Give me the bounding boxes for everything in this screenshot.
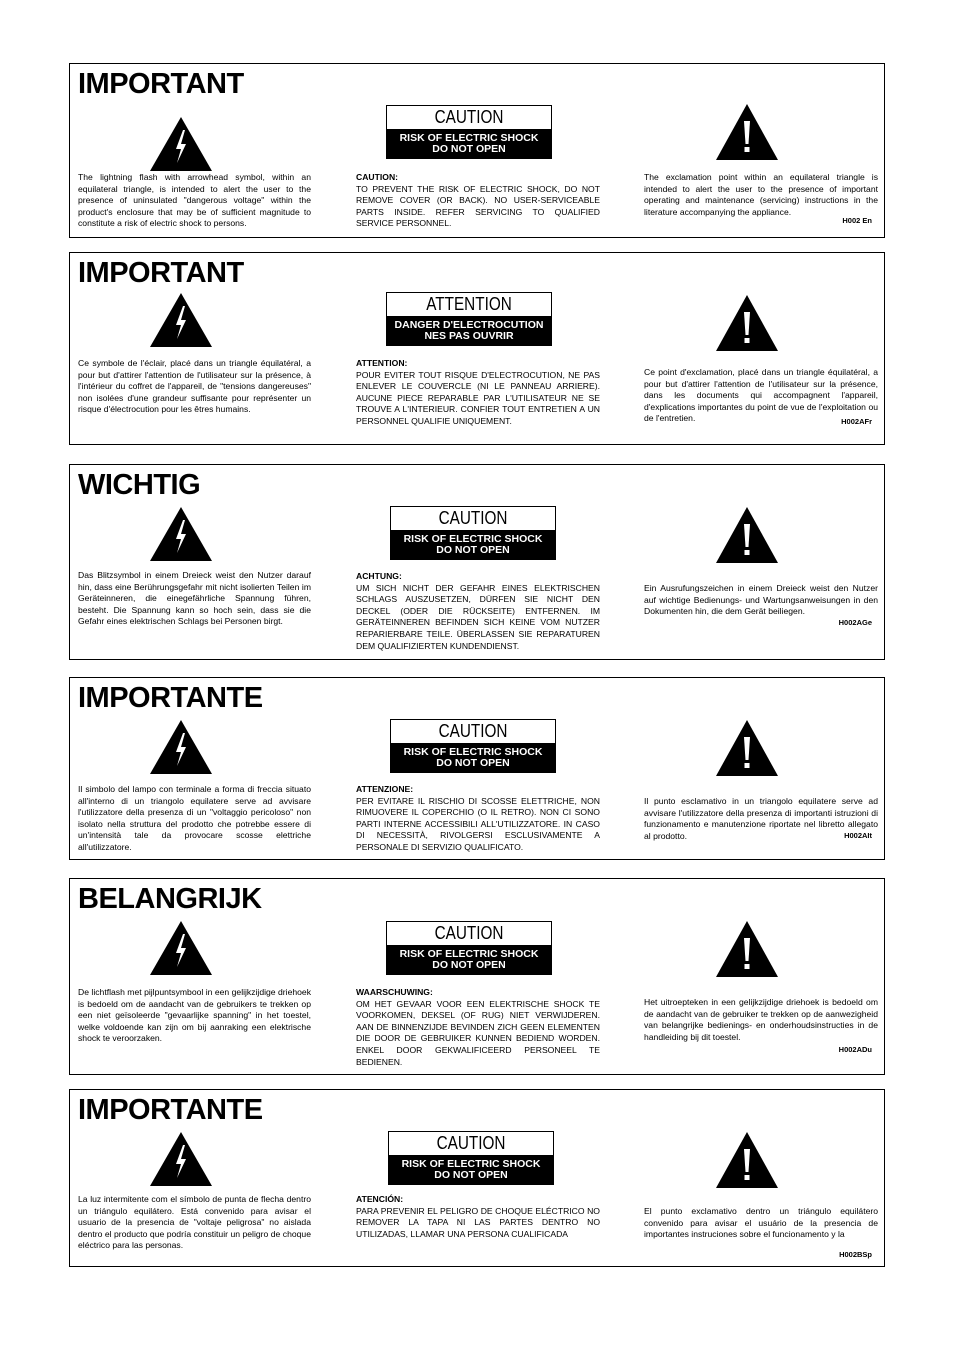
warning-panel-italian xyxy=(69,677,885,860)
middle-heading: ATTENZIONE: xyxy=(356,784,414,794)
caution-warning-strip xyxy=(387,129,551,158)
caution-title: CAUTION xyxy=(434,107,504,127)
middle-description xyxy=(356,172,600,230)
caution-line-2: DO NOT OPEN xyxy=(434,1169,508,1181)
left-description: The lightning flash with arrowhead symbol, within an equilateral triangle, is intended to alert the user to the presence of uninsulated "dangerous voltage" within the product's enclosure that may be of sufficient magnitude to constitute a risk of electric shock to persons. xyxy=(78,172,311,229)
panel-heading: IMPORTANT xyxy=(78,257,244,289)
left-description: De lichtflash met pijlpuntsymbool in een gelijkzijdige driehoek is bedoeld om de aandacht van de gebruikers te trekken op een niet geïsoleerde "gevaarlijke spanning" in het toestel, welke voldoende kan zijn om bij aanraking een elektrische shock te veroorzaken. xyxy=(78,987,311,1044)
document-code: H002BSp xyxy=(839,1250,872,1259)
caution-line-1: RISK OF ELECTRIC SHOCK xyxy=(399,948,539,960)
right-description: Ce point d'exclamation, placé dans un triangle équilatéral, a pour but d'attirer l'attention de l'utilisateur sur la présence, dans les documents qui accompagnent l'appareil, d'explications importantes du point de vue de l'exploitation ou de l'entretien. xyxy=(644,367,878,424)
right-description: Il punto esclamativo in un triangolo equilatere serve ad avvisare l'utilizzatore della presenza di importanti istruzioni di funzionamento e manutenzione riportate nel libretto allegato al prodotto. xyxy=(644,796,878,841)
caution-title: CAUTION xyxy=(438,721,508,741)
caution-warning-strip xyxy=(391,530,555,559)
right-description: Ein Ausrufungszeichen in einem Dreieck weist den Nutzer auf wichtige Bedienungs- und Wartungsanweisungen in den Dokumenten hin, die dem Gerät beiliegen. xyxy=(644,583,878,617)
middle-text: POUR EVITER TOUT RISQUE D'ELECTROCUTION, NE PAS ENLEVER LE COUVERCLE (NI LE PANNEAU ARRIERE). AUCUNE PIECE REPARABLE PAR L'UTILISATEUR NE SE TROUVE A L'INTERIEUR. CONFIER TOUT ENTRETIEN A UN PERSONNEL QUALIFIE UNIQUEMENT. xyxy=(356,369,600,426)
left-description: Il simbolo del lampo con terminale a forma di freccia situato all'interno di un triangolo equilatere serve ad avvisare l'utilizzatore della presenza di un "voltaggio pericoloso" non isolato nella struttura del prodotto che potrebbe essere di un'intensità tale da provocare scosse elettriche all'utilizzatore. xyxy=(78,784,311,852)
caution-warning-strip xyxy=(389,1155,553,1184)
caution-warning-strip xyxy=(387,945,551,974)
middle-text: TO PREVENT THE RISK OF ELECTRIC SHOCK, DO NOT REMOVE COVER (OR BACK). NO USER-SERVICEABLE PARTS INSIDE. REFER SERVICING TO QUALIFIED SERVICE PERSONNEL. xyxy=(356,183,600,229)
caution-line-1: RISK OF ELECTRIC SHOCK xyxy=(403,746,543,758)
caution-line-1: RISK OF ELECTRIC SHOCK xyxy=(403,533,543,545)
middle-text: PER EVITARE IL RISCHIO DI SCOSSE ELETTRICHE, NON RIMUOVERE IL COPERCHIO (O IL RETRO). NON CI SONO PARTI INTERNE ACCESSIBILI ALL'UTILIZZATORE. IN CASO DI NECESSITÀ, RIVOLGERSI ESCLUSIVAMENTE A PERSONALE DI SERVIZIO QUALIFICATO. xyxy=(356,795,600,852)
exclamation-triangle-icon xyxy=(716,1132,778,1188)
document-code: H002AIt xyxy=(844,831,872,840)
panel-heading: IMPORTANT xyxy=(78,68,244,100)
lightning-triangle-icon xyxy=(150,1132,212,1186)
caution-line-2: DO NOT OPEN xyxy=(432,959,506,971)
middle-description xyxy=(356,784,600,854)
caution-title: CAUTION xyxy=(434,923,504,943)
middle-description xyxy=(356,358,600,428)
lightning-triangle-icon xyxy=(150,293,212,347)
middle-heading: ATENCIÓN: xyxy=(356,1194,404,1204)
caution-warning-strip xyxy=(387,316,551,345)
middle-description xyxy=(356,1194,600,1240)
right-description: Het uitroepteken in een gelijkzijdige driehoek is bedoeld om de aandacht van de gebruiker te trekken op de aanwezigheid van belangrijke bedienings- en onderhoudsinstructies in de handleiding bij dit toestel. xyxy=(644,997,878,1042)
left-description: La luz intermitente com el símbolo de punta de flecha dentro un triángulo equilátero. Está convenido para avisar el usuario de la presencia de "voltaje peligrosa" no aislada dentro el producto que podría constituir un peligro de choque eléctrico para las personas. xyxy=(78,1194,311,1251)
warning-panel-french xyxy=(69,252,885,445)
exclamation-triangle-icon xyxy=(716,295,778,351)
lightning-triangle-icon xyxy=(150,507,212,561)
middle-description xyxy=(356,987,600,1068)
middle-heading: CAUTION: xyxy=(356,172,399,182)
caution-label xyxy=(390,506,556,560)
middle-text: PARA PREVENIR EL PELIGRO DE CHOQUE ELÉCTRICO NO REMOVER LA TAPA NI LAS PARTES DENTRO NO UTILIZADAS, LLAMAR UNA PERSONA CUALIFICADA xyxy=(356,1205,600,1239)
warning-panel-english xyxy=(69,63,885,238)
caution-warning-strip xyxy=(391,743,555,772)
panel-heading: IMPORTANTE xyxy=(78,682,263,714)
middle-description xyxy=(356,571,600,652)
exclamation-triangle-icon xyxy=(716,921,778,977)
lightning-triangle-icon xyxy=(150,921,212,975)
warning-panel-spanish xyxy=(69,1089,885,1267)
document-code: H002ADu xyxy=(838,1045,872,1054)
right-description: The exclamation point within an equilateral triangle is intended to alert the user to the presence of important operating and maintenance (servicing) instructions in the literature accompanying the appliance. xyxy=(644,172,878,217)
warning-panel-german xyxy=(69,464,885,660)
warning-panel-dutch xyxy=(69,878,885,1075)
left-description: Ce symbole de l'éclair, placé dans un triangle équilatéral, a pour but d'attirer l'attention de l'utilisateur sur la présence, à l'intérieur du coffret de l'appareil, de "tensions dangereuses" non isolées d'une grandeur suffisante pour représenter un risque d'électrocution pour les êtres humains. xyxy=(78,358,311,415)
caution-line-1: RISK OF ELECTRIC SHOCK xyxy=(401,1158,541,1170)
panel-heading: WICHTIG xyxy=(78,469,201,501)
caution-title: CAUTION xyxy=(438,508,508,528)
middle-heading: ATTENTION: xyxy=(356,358,408,368)
exclamation-triangle-icon xyxy=(716,104,778,160)
caution-line-1: DANGER D'ELECTROCUTION xyxy=(394,319,544,331)
caution-title: ATTENTION xyxy=(426,294,512,314)
middle-text: OM HET GEVAAR VOOR EEN ELEKTRISCHE SHOCK TE VOORKOMEN, DEKSEL (OF RUG) NIET VERWIJDEREN. AAN DE BINNENZIJDE BEVINDEN ZICH GEEN ELEMENTEN DIE DOOR DE GEBRUIKER KUNNEN BEDIEND WORDEN. ENKEL DOOR GEKWALIFICEERD PERSONEEL TE BEDIENEN. xyxy=(356,998,600,1067)
caution-label xyxy=(386,105,552,159)
caution-line-2: NES PAS OUVRIR xyxy=(424,330,514,342)
middle-text: UM SICH NICHT DER GEFAHR EINES ELEKTRISCHEN SCHLAGS AUSZUSETZEN, DÜRFEN SIE NICHT DEN DECKEL (ODER DIE RÜCKSEITE) ENTFERNEN. IM GERÄTEINNEREN BEFINDEN SICH KEINE VOM NUTZER REPARIERBARE TEILE. ÜBERLASSEN SIE REPARATUREN DEM QUALIFIZIERTEN KUNDENDIENST. xyxy=(356,582,600,651)
lightning-triangle-icon xyxy=(150,117,212,171)
caution-label xyxy=(388,1131,554,1185)
left-description: Das Blitzsymbol in einem Dreieck weist den Nutzer darauf hin, dass eine Berührungsgefahr mit nicht isolierten Teilen im Geräteinneren, die einegefährliche Spannung führen, besteht. Die Spannung kann so hoch sein, dass sie die Gefahr eines elektrischen Schlags bei Personen birgt. xyxy=(78,570,311,627)
right-description: El punto exclamativo dentro un triángulo equilátero convenido para avisar el usuário de la presencia de importantes instruciones sobre el funcionamento y la xyxy=(644,1206,878,1240)
panel-heading: BELANGRIJK xyxy=(78,883,262,915)
caution-line-1: RISK OF ELECTRIC SHOCK xyxy=(399,132,539,144)
middle-heading: WAARSCHUWING: xyxy=(356,987,433,997)
caution-line-2: DO NOT OPEN xyxy=(436,544,510,556)
panel-heading: IMPORTANTE xyxy=(78,1094,263,1126)
caution-title: CAUTION xyxy=(436,1133,506,1153)
middle-heading: ACHTUNG: xyxy=(356,571,402,581)
exclamation-triangle-icon xyxy=(716,507,778,563)
caution-line-2: DO NOT OPEN xyxy=(436,757,510,769)
caution-line-2: DO NOT OPEN xyxy=(432,143,506,155)
caution-label xyxy=(386,921,552,975)
document-code: H002AGe xyxy=(838,618,872,627)
document-code: H002AFr xyxy=(841,417,872,426)
lightning-triangle-icon xyxy=(150,720,212,774)
exclamation-triangle-icon xyxy=(716,720,778,776)
caution-label xyxy=(390,719,556,773)
document-code: H002 En xyxy=(842,216,872,225)
caution-label xyxy=(386,292,552,346)
